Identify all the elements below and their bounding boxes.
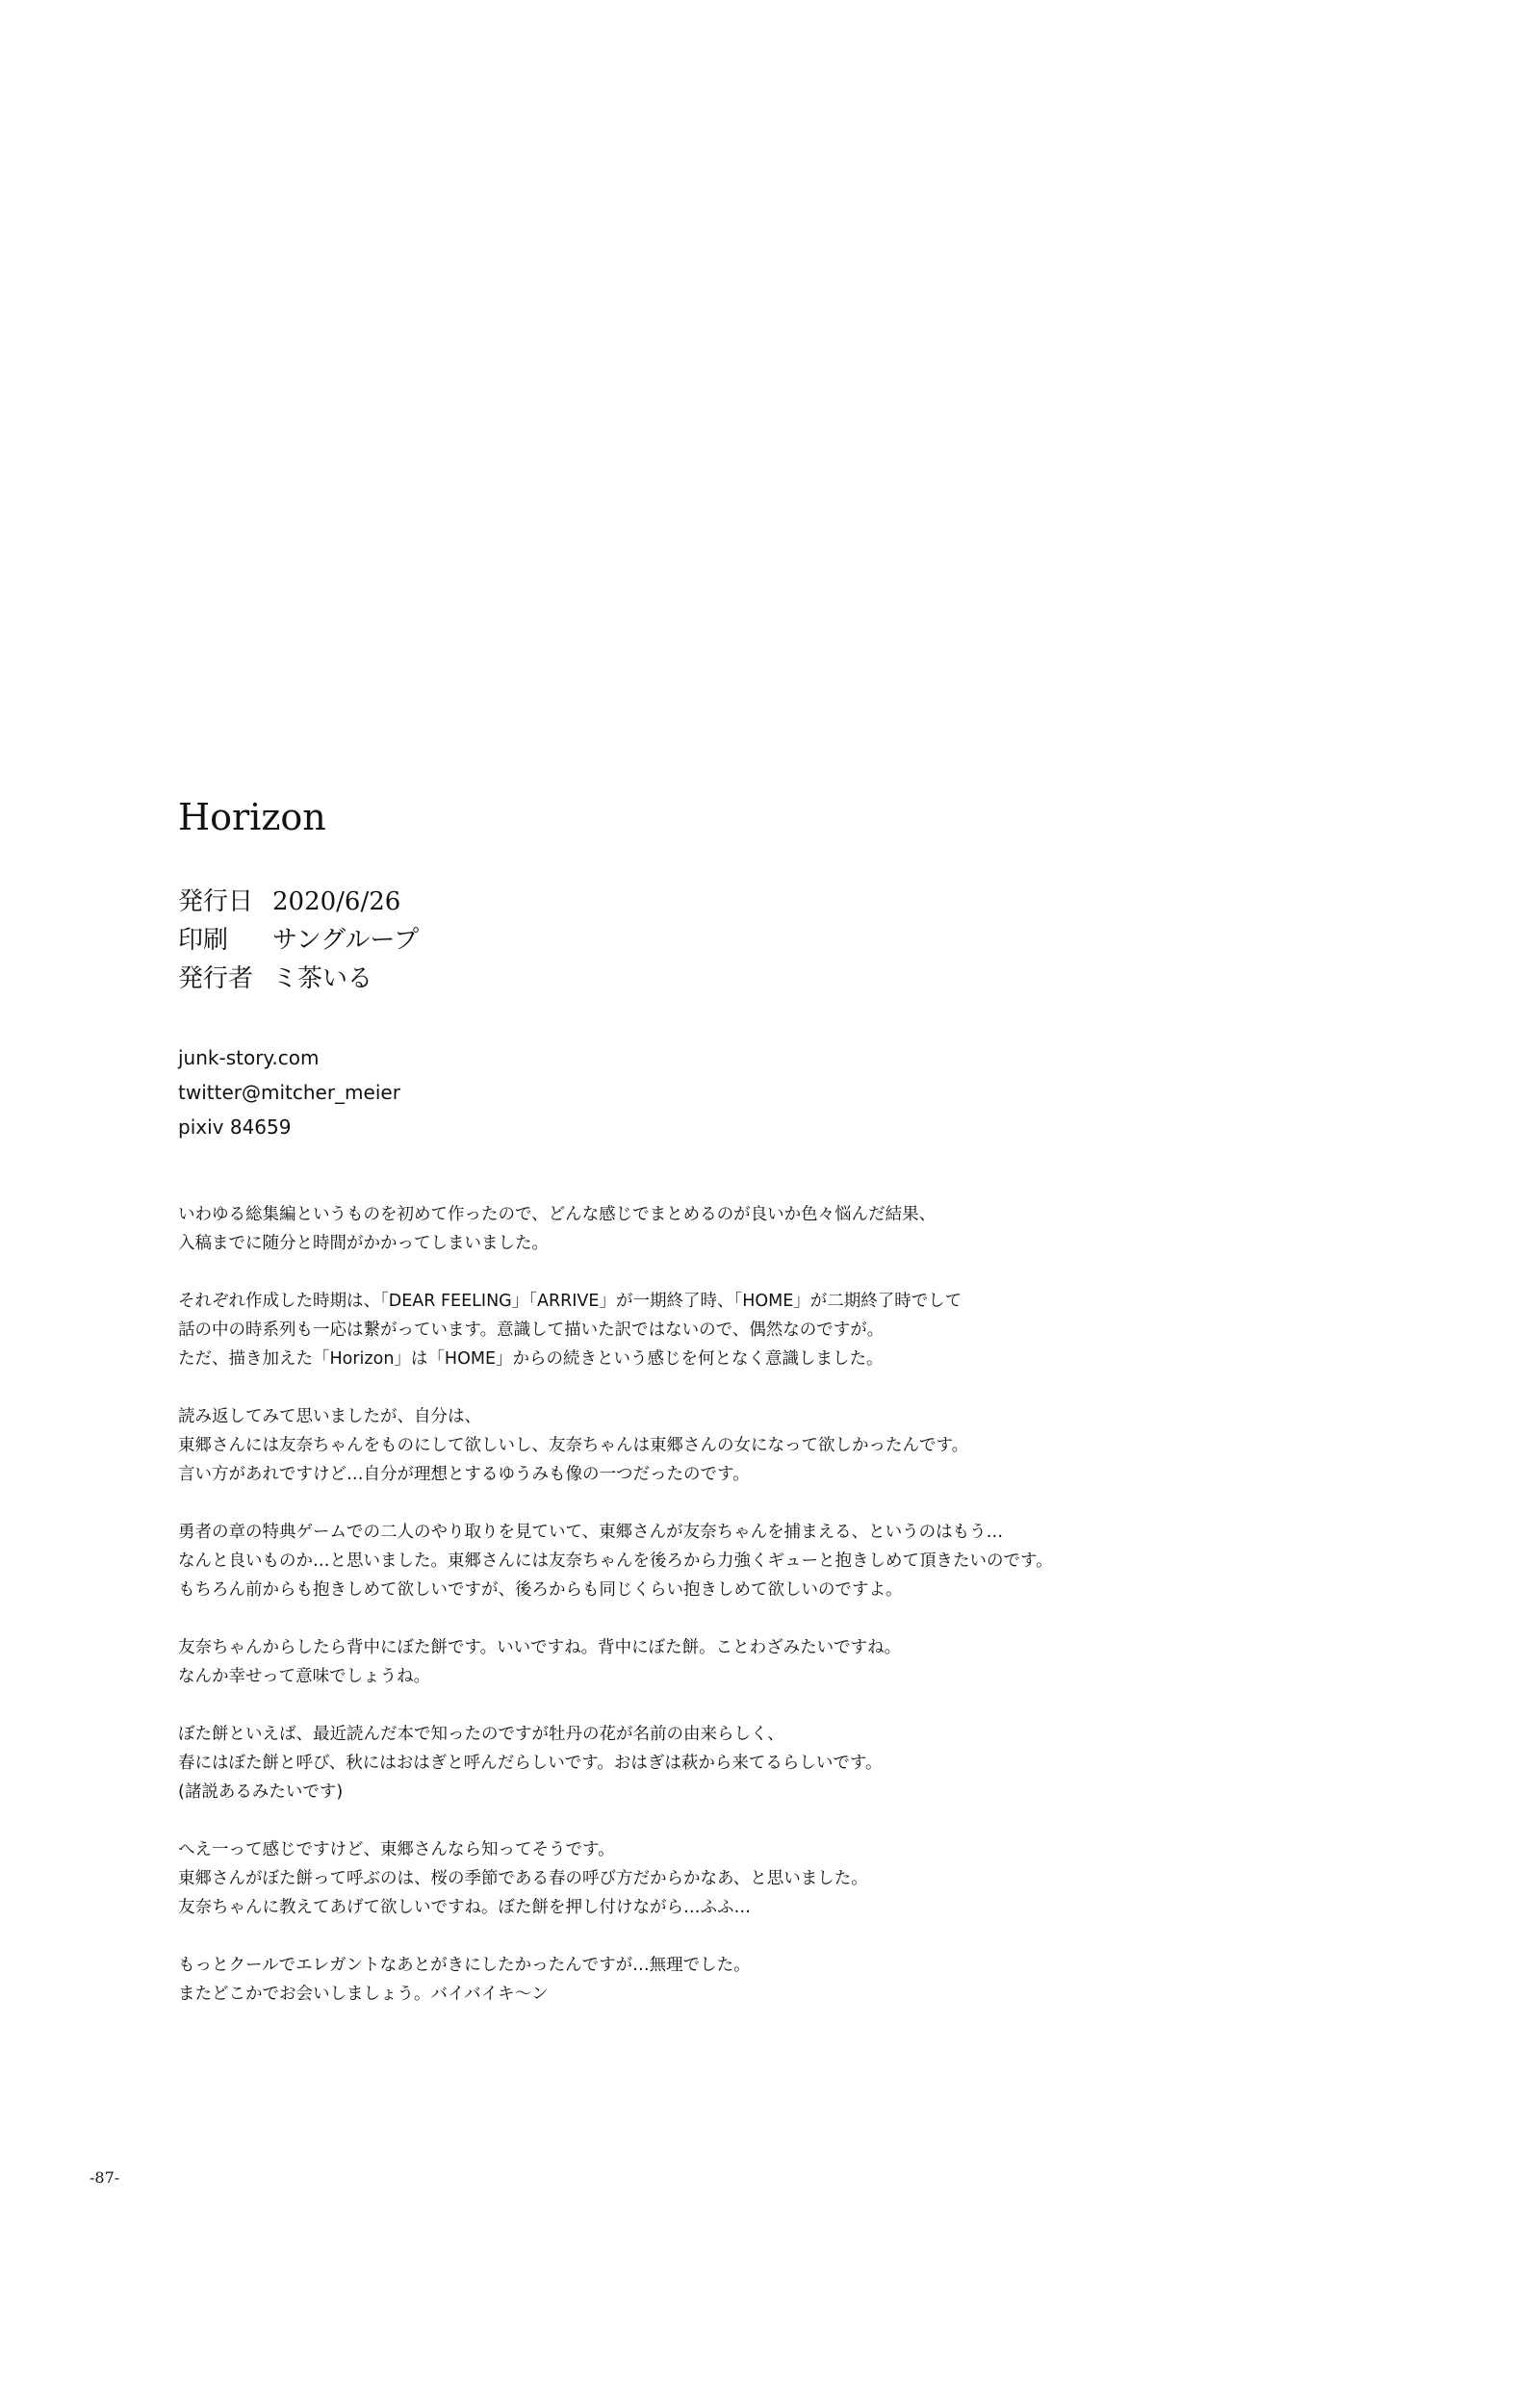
afterword-paragraph xyxy=(178,1633,1381,1691)
afterword-line: 東郷さんには友奈ちゃんをものにして欲しいし、友奈ちゃんは東郷さんの女になって欲しかったんです。 xyxy=(178,1436,969,1455)
colophon-label: 印刷 xyxy=(178,926,229,955)
afterword-line: もっとクールでエレガントなあとがきにしたかったんですが…無理でした。 xyxy=(178,1956,751,1975)
colophon xyxy=(178,884,419,999)
contact-links xyxy=(178,1040,400,1144)
afterword-line: (諸説あるみたいです) xyxy=(178,1782,344,1802)
afterword-paragraph xyxy=(178,1518,1381,1604)
afterword-line: 勇者の章の特典ゲームでの二人のやり取りを見ていて、東郷さんが友奈ちゃんを捕まえる、というのはもう… xyxy=(178,1523,1004,1542)
afterword-line: ぼた餅といえば、最近読んだ本で知ったのですが牡丹の花が名前の由来らしく、 xyxy=(178,1725,784,1744)
afterword-line: なんと良いものか…と思いました。東郷さんには友奈ちゃんを後ろから力強くギューと抱きしめて頂きたいのです。 xyxy=(178,1551,1053,1571)
colophon-row-publisher xyxy=(178,961,419,997)
afterword-line: なんか幸せって意味でしょうね。 xyxy=(178,1667,431,1686)
afterword-line: 言い方があれですけど…自分が理想とするゆうみも像の一つだったのです。 xyxy=(178,1465,750,1484)
afterword-line: 友奈ちゃんに教えてあげて欲しいですね。ぼた餅を押し付けながら…ふふ… xyxy=(178,1898,751,1917)
afterword-line: 入稿までに随分と時間がかかってしまいました。 xyxy=(178,1234,549,1253)
colophon-value: ミ茶いる xyxy=(272,964,373,993)
afterword-paragraph xyxy=(178,1287,1381,1373)
pixiv-id: pixiv 84659 xyxy=(178,1115,292,1139)
page-number: -87- xyxy=(90,2168,120,2187)
colophon-label: 発行日 xyxy=(178,887,254,916)
colophon-row-printer xyxy=(178,922,419,959)
afterword-line: それぞれ作成した時期は、「DEAR FEELING」「ARRIVE」が一期終了時、「HOME」が二期終了時でして xyxy=(178,1292,962,1311)
afterword-paragraph xyxy=(178,1720,1381,1807)
afterword-line: 東郷さんがぼた餅って呼ぶのは、桜の季節である春の呼び方だからかなあ、と思いました。 xyxy=(178,1869,868,1888)
colophon-value: サングループ xyxy=(272,926,420,955)
book-title: Horizon xyxy=(178,796,326,838)
afterword-line: 話の中の時系列も一応は繋がっています。意識して描いた訳ではないので、偶然なのですが。 xyxy=(178,1320,885,1340)
afterword-paragraph xyxy=(178,1200,1381,1258)
colophon-row-date xyxy=(178,884,419,920)
afterword-text xyxy=(178,1200,1381,2038)
afterword-paragraph xyxy=(178,1402,1381,1489)
afterword-line: もちろん前からも抱きしめて欲しいですが、後ろからも同じくらい抱きしめて欲しいのですよ。 xyxy=(178,1580,903,1600)
afterword-line: 読み返してみて思いましたが、自分は、 xyxy=(178,1407,481,1426)
website-link: junk-story.com xyxy=(178,1046,320,1069)
afterword-paragraph xyxy=(178,1835,1381,1922)
afterword-line: 春にはぼた餅と呼び、秋にはおはぎと呼んだらしいです。おはぎは萩から来てるらしいです。 xyxy=(178,1754,883,1773)
afterword-line: またどこかでお会いしましょう。バイバイキ〜ン xyxy=(178,1985,549,2004)
afterword-line: ただ、描き加えた「Horizon」は「HOME」からの続きという感じを何となく意識しました。 xyxy=(178,1349,884,1369)
colophon-label: 発行者 xyxy=(178,964,254,993)
afterword-paragraph xyxy=(178,1951,1381,2009)
twitter-handle: twitter@mitcher_meier xyxy=(178,1081,400,1104)
afterword-line: へえ一って感じですけど、東郷さんなら知ってそうです。 xyxy=(178,1840,615,1859)
afterword-line: 友奈ちゃんからしたら背中にぼた餅です。いいですね。背中にぼた餅。ことわざみたいですね。 xyxy=(178,1638,902,1657)
afterword-line: いわゆる総集編というものを初めて作ったので、どんな感じでまとめるのが良いか色々悩んだ結果、 xyxy=(178,1205,937,1224)
colophon-value: 2020/6/26 xyxy=(272,887,401,916)
